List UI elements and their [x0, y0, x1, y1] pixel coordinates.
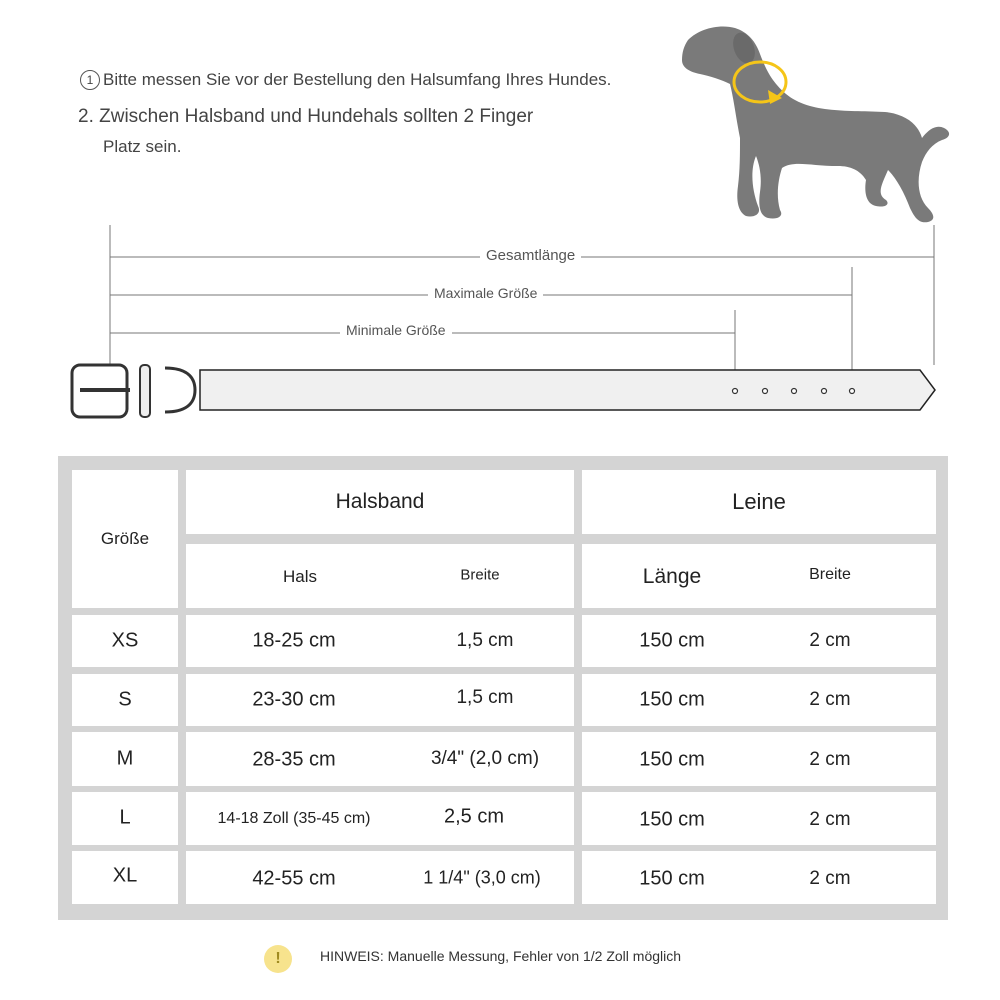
size-value: S [118, 688, 132, 711]
d-ring-icon [165, 368, 195, 412]
col-neck-header: Hals [282, 567, 318, 586]
leash-group-header [582, 470, 936, 534]
leash-width-value: 2 cm [809, 689, 851, 710]
warning-icon: ! [264, 945, 292, 973]
collar-width-value: 3/4" (2,0 cm) [430, 748, 540, 769]
size-value: M [116, 747, 134, 770]
measurement-note: HINWEIS: Manuelle Messung, Fehler von 1/2 Zoll möglich [320, 948, 682, 964]
dog-silhouette-icon [682, 27, 949, 223]
size-value: XL [112, 864, 138, 887]
neck-value: 42-55 cm [252, 867, 336, 890]
collar-width-value: 1 1/4" (3,0 cm) [423, 867, 541, 888]
size-value: XS [111, 629, 139, 652]
neck-value: 23-30 cm [252, 688, 336, 711]
size-value: L [119, 806, 131, 829]
length-value: 150 cm [639, 867, 705, 890]
size-header-cell [72, 470, 178, 608]
collar-subheader [186, 544, 574, 608]
instruction-step-1 [80, 70, 611, 90]
collar-group-label: Halsband [335, 490, 425, 513]
length-value: 150 cm [639, 688, 705, 711]
leash-subheader [582, 544, 936, 608]
step-1-text: Bitte messen Sie vor der Bestellung den Halsumfang Ihres Hundes. [103, 70, 612, 89]
col-collar-width-header: Breite [460, 566, 500, 584]
neck-value: 28-35 cm [252, 748, 336, 771]
neck-value: 14-18 Zoll (35-45 cm) [217, 810, 371, 827]
leash-width-value: 2 cm [809, 630, 851, 651]
leash-width-value: 2 cm [809, 809, 851, 830]
min-size-label: Minimale Größe [340, 322, 452, 338]
leash-width-value: 2 cm [809, 868, 851, 889]
collar-width-value: 1,5 cm [456, 630, 514, 651]
collar-width-value: 2,5 cm [443, 805, 505, 828]
max-size-label: Maximale Größe [428, 285, 543, 301]
length-value: 150 cm [639, 748, 705, 771]
length-value: 150 cm [639, 808, 705, 831]
collar-strap [72, 365, 935, 417]
length-value: 150 cm [639, 629, 705, 652]
instruction-step-2-line-2: Platz sein. [103, 137, 182, 156]
size-header: Größe [100, 529, 150, 548]
keeper-loop-icon [140, 365, 150, 417]
instruction-step-2-line-1: 2. Zwischen Halsband und Hundehals sollten 2 Finger [78, 106, 534, 127]
neck-value: 18-25 cm [252, 629, 336, 652]
step-number-badge: 1 [80, 70, 100, 90]
col-leash-width-header: Breite [809, 566, 851, 583]
col-length-header: Länge [642, 565, 702, 588]
dog-illustration [660, 20, 970, 230]
total-length-label: Gesamtlänge [480, 247, 581, 264]
collar-group-header [186, 470, 574, 534]
collar-width-value: 1,5 cm [456, 687, 514, 708]
leash-width-value: 2 cm [809, 749, 851, 770]
size-table [58, 456, 948, 920]
leash-group-label: Leine [732, 489, 786, 514]
